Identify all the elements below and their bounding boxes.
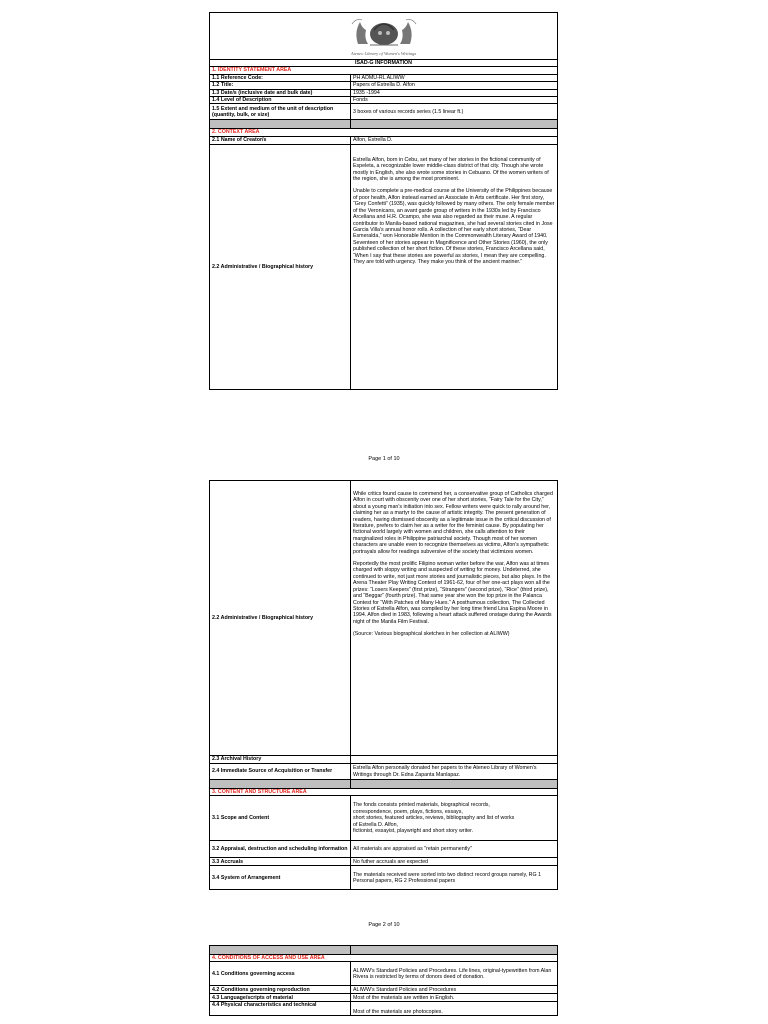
field-label: 1.2 Title: — [210, 82, 351, 89]
spacer-row — [351, 120, 558, 129]
field-label: 2.2 Administrative / Biographical history — [210, 481, 351, 756]
form-title: ISAD-G INFORMATION — [210, 60, 558, 67]
section-heading-identity: 1. IDENTITY STATEMENT AREA — [210, 67, 558, 74]
scope-content-text — [351, 796, 558, 841]
field-label: 1.1 Reference Code: — [210, 74, 351, 81]
header-logo-cell — [210, 13, 558, 60]
field-value: 3 boxes of various records series (1.5 linear ft.) — [351, 104, 558, 120]
field-value: All materials are appraised as "retain permanently" — [351, 841, 558, 858]
field-label: 2.3 Archival History — [210, 756, 351, 764]
spacer-row — [210, 946, 351, 955]
field-value: Alfon, Estrella D. — [351, 136, 558, 144]
field-value: No futher accruals are expected — [351, 858, 558, 866]
field-value — [351, 756, 558, 764]
text-line: correspondence, poem, plays, fictions, essays, — [353, 808, 463, 815]
isad-table-page-3 — [209, 945, 558, 1016]
field-value: ALIWW's Standard Policies and Procedures. Life lines, original-typewritten from Alan Rivera is restricted by terms of donors deed of donation. — [351, 962, 558, 986]
isad-table-page-1 — [209, 12, 558, 390]
field-value: Fonds — [351, 97, 558, 104]
field-label: 1.4 Level of Description — [210, 97, 351, 104]
section-heading-content: 3. CONTENT AND STRUCTURE AREA — [210, 789, 558, 796]
field-label: 2.4 Immediate Source of Acquisition or Transfer — [210, 764, 351, 780]
paragraph: Unable to complete a pre-medical course at the University of the Philippines because of poor health, Alfon instead earned an Associate in Arts certificate. Her first story, “Grey Confetti” (1935), was quickly followed by many others. The only female member of the Veronicans, an avant garde group of writers in the 1930s led by Francisco Arcellana and H.R. Ocampo, she was also regarded as their muse. A regular contributor to Manila-based national magazines, she had several stories cited in Jose Garcia Villa's annual honor rolls. A collection of her early short stories, “Dear Esmeralda,” won Honorable Mention in the Commonwealth Literary Award of 1940. Seventeen of her stories appear in Magnificence and Other Stories (1960), the only published collection of her short fiction. Of these stories, Francisco Arcellana said, “When I say that these stories are powerful as stories, I mean they are compelling. They are told with urgency. They make you think of the ancient mariner.” — [353, 188, 555, 265]
section-heading-access: 4. CONDITIONS OF ACCESS AND USE AREA — [210, 955, 558, 962]
field-value: ALIWW's Standard Policies and Procedures — [351, 986, 558, 994]
field-label: 3.2 Appraisal, destruction and scheduling information — [210, 841, 351, 858]
field-label: 1.5 Extent and medium of the unit of description (quantity, bulk, or size) — [210, 104, 351, 120]
spacer-row — [351, 780, 558, 789]
biographical-history-text — [351, 481, 558, 756]
paragraph: Estrella Alfon, born in Cebu, set many of her stories in the fictional community of Espeleta, a recognizable lower middle-class district of that city. Though she wrote mostly in English, she also wrote some stories in Cebuano. Of the women writers of the region, she is among the most prominent. — [353, 156, 549, 183]
library-logo-icon — [344, 14, 424, 50]
field-label: 2.2 Administrative / Biographical history — [210, 144, 351, 389]
field-value: Most of the materials are written in English. — [351, 994, 558, 1002]
field-label: 3.4 System of Arrangement — [210, 866, 351, 890]
spacer-row — [210, 780, 351, 789]
section-heading-context: 2. CONTEXT AREA — [210, 129, 558, 136]
text-line: short stories, featured articles, reviews, bibliography and list of works — [353, 815, 515, 822]
field-value: PH ADMU-RL ALIWW — [351, 74, 558, 81]
field-label: 2.1 Name of Creator/s — [210, 136, 351, 144]
isad-table-page-2 — [209, 480, 558, 890]
field-value: Most of the materials are photocopies. — [351, 1002, 558, 1016]
page-number: Page 2 of 10 — [368, 922, 400, 928]
field-value: The materials received were sorted into two distinct record groups namely, RG 1 Personal papers, RG 2 Professional papers — [351, 866, 558, 890]
field-label: 3.1 Scope and Content — [210, 796, 351, 841]
text-line: fictionist, essayist, playwright and short story writer. — [353, 828, 474, 835]
page-number: Page 1 of 10 — [368, 456, 400, 462]
field-label: 4.1 Conditions governing access — [210, 962, 351, 986]
logo-caption: Ateneo Library of Women's Writings — [350, 51, 417, 56]
field-label: 4.2 Conditions governing reproduction — [210, 986, 351, 994]
field-value: 1935 -1994 — [351, 89, 558, 96]
paragraph: While critics found cause to commend her, a conservative group of Catholics charged Alfon in court with obscenity over one of her short stories, “Fairy Tale for the City,” about a young man's initiation into sex. Fellow writers were quick to rally around her, claiming her as a martyr to the cause of artistic integrity. The present generation of readers, having dismissed obscenity as a legitimate issue in the critical discussion of literature, prefers to claim her as a writer for the feminist cause. By populating her fictional world largely with women and children, she calls attention to their marginalized roles in Philippine patriarchal society. Though most of her women characters are unable even to recognize themselves as victims, Alfon's sympathetic portrayals allow for readings subversive of the society that victimizes women. — [353, 491, 553, 555]
field-label: 4.4 Physical characteristics and technical — [210, 1002, 351, 1016]
field-value: Estrella Alfon personally donated her papers to the Ateneo Library of Women's Writings through Dr. Edna Zapanta Manlapaz. — [351, 764, 558, 780]
spacer-row — [351, 946, 558, 955]
field-label: 3.3 Accruals — [210, 858, 351, 866]
field-label: 4.3 Language/scripts of material — [210, 994, 351, 1002]
field-value: Papers of Estrella D. Alfon — [351, 82, 558, 89]
text-line: The fonds consists printed materials, biographical records, — [353, 802, 490, 809]
biographical-history-text — [351, 144, 558, 389]
spacer-row — [210, 120, 351, 129]
paragraph: (Source: Various biographical sketches in her collection at ALIWW) — [353, 631, 510, 638]
field-label: 1.3 Date/s (inclusive date and bulk date) — [210, 89, 351, 96]
text-line: of Estrella D. Alfon, — [353, 821, 399, 828]
paragraph: Reportedly the most prolific Filipino woman writer before the war, Alfon was at times charged with sloppy writing and suspected of writing for money. Undeterred, she continued to write, not just more stories and journalistic pieces, but also plays. In the Arena Theater Play Writing Contest of 1961-62, four of her one-act plays won all the prizes: “Losers Keepers” (first prize), “Strangers” (second prize), “Rice” (third prize), and “Beggar” (fourth prize). That same year she won the top prize in the Palanca Contest for “With Patches of Many Hues.” A posthumous collection, The Collected Stories of Estrella Alfon, was compiled by her long time friend Lina Espina Moore in 1994. Alfon died in 1983, following a heart attack suffered onstage during the Awards night of the Manila Film Festival. — [353, 561, 552, 625]
